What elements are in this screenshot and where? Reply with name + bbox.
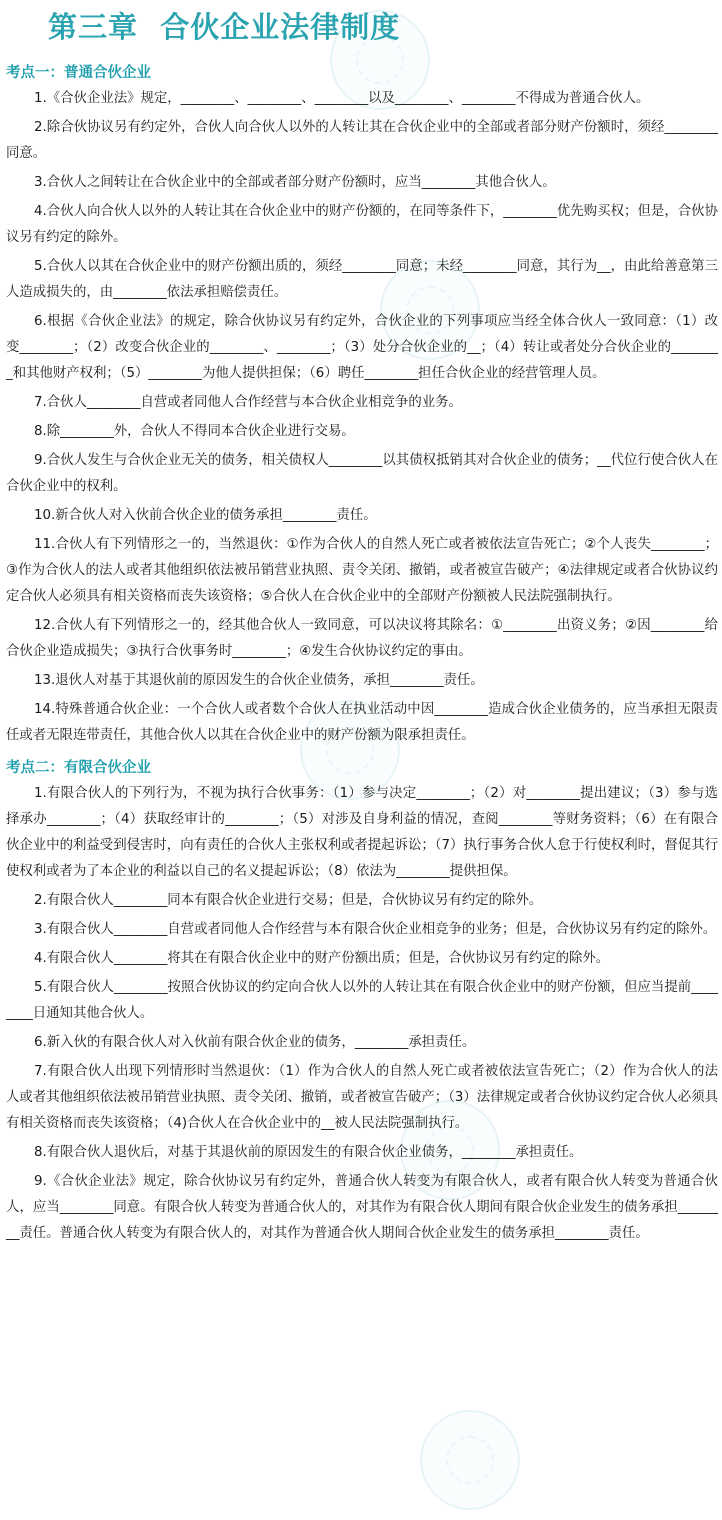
question-item: 5.有限合伙人________按照合伙协议的约定向合伙人以外的人转让其在有限合伙企业中的财产份额，但应当提前________日通知其他合伙人。 (6, 980, 718, 1021)
question-item: 2.有限合伙人________同本有限合伙企业进行交易；但是，合伙协议另有约定的除外。 (34, 893, 543, 908)
question-item: 10.新合伙人对入伙前合伙企业的债务承担________责任。 (34, 508, 377, 523)
question-item: 5.合伙人以其在合伙企业中的财产份额出质的，须经________同意；未经________同意，其行为__，由此给善意第三人造成损失的，由________依法承担赔偿责任。 (6, 259, 718, 300)
section-limited-partnership (0, 755, 722, 1247)
question-item: 9.合伙人发生与合伙企业无关的债务，相关债权人________以其债权抵销其对合伙企业的债务；__代位行使合伙人在合伙企业中的权利。 (6, 453, 718, 494)
question-item: 13.退伙人对基于其退伙前的原因发生的合伙企业债务，承担________责任。 (34, 673, 484, 688)
question-item: 4.有限合伙人________将其在有限合伙企业中的财产份额出质；但是，合伙协议另有约定的除外。 (34, 951, 610, 966)
question-item: 8.除________外，合伙人不得同本合伙企业进行交易。 (34, 424, 355, 439)
question-item: 7.合伙人________自营或者同他人合作经营与本合伙企业相竞争的业务。 (34, 395, 462, 410)
question-item: 2.除合伙协议另有约定外，合伙人向合伙人以外的人转让其在合伙企业中的全部或者部分财产份额时，须经________同意。 (6, 120, 718, 161)
chapter-title: 第三章 合伙企业法律制度 (48, 10, 401, 44)
question-item: 1.有限合伙人的下列行为，不视为执行合伙事务：（1）参与决定________；（2）对________提出建议；（3）参与选择承办________；（4）获取经审计的________；（5）对涉及自身利益的情况，查阅________等财务资料；（6）在有限合伙企业中的利益受到侵害时，向有责任的合伙人主张权利或者提起诉讼；（7）执行事务合伙人怠于行使权利时，督促其行使权利或者为了本企业的利益以自己的名义提起诉讼；（8）依法为________提供担保。 (6, 786, 718, 879)
question-item: 6.新入伙的有限合伙人对入伙前有限合伙企业的债务，________承担责任。 (34, 1035, 476, 1050)
question-item: 6.根据《合伙企业法》的规定，除合伙协议另有约定外，合伙企业的下列事项应当经全体合伙人一致同意：（1）改变________；（2）改变合伙企业的________、________；（3）处分合伙企业的__；（4）转让或者处分合伙企业的________和其他财产权利；（5）________为他人提供担保；（6）聘任________担任合伙企业的经营管理人员。 (6, 314, 718, 381)
question-item: 11.合伙人有下列情形之一的，当然退伙：①作为合伙人的自然人死亡或者被依法宣告死亡；②个人丧失________；③作为合伙人的法人或者其他组织依法被吊销营业执照、责令关闭、撤销，或者被宣告破产；④法律规定或者合伙协议约定合伙人必须具有相关资格而丧失该资格；⑤合伙人在合伙企业中的全部财产份额被人民法院强制执行。 (6, 537, 718, 604)
question-item: 1.《合伙企业法》规定，________、________、________以及________、________不得成为普通合伙人。 (34, 91, 650, 106)
section-heading: 考点一：普通合伙企业 (6, 65, 151, 81)
question-item: 7.有限合伙人出现下列情形时当然退伙：（1）作为合伙人的自然人死亡或者被依法宣告死亡；（2）作为合伙人的法人或者其他组织依法被吊销营业执照、责令关闭、撤销，或者被宣告破产；（3）法律规定或者合伙协议约定合伙人必须具有相关资格而丧失该资格；（4)合伙人在合伙企业中的__被人民法院强制执行。 (6, 1064, 718, 1131)
watermark-seal (420, 1410, 520, 1510)
section-general-partnership (0, 60, 722, 749)
question-item: 9.《合伙企业法》规定，除合伙协议另有约定外，普通合伙人转变为有限合伙人，或者有限合伙人转变为普通合伙人，应当________同意。有限合伙人转变为普通合伙人的，对其作为有限合伙人期间有限合伙企业发生的债务承担________责任。普通合伙人转变为有限合伙人的，对其作为普通合伙人期间合伙企业发生的债务承担________责任。 (6, 1174, 718, 1241)
question-item: 3.合伙人之间转让在合伙企业中的全部或者部分财产份额时，应当________其他合伙人。 (34, 175, 556, 190)
question-item: 14.特殊普通合伙企业：一个合伙人或者数个合伙人在执业活动中因________造成合伙企业债务的，应当承担无限责任或者无限连带责任，其他合伙人以其在合伙企业中的财产份额为限承担责任。 (6, 702, 718, 743)
question-item: 3.有限合伙人________自营或者同他人合作经营与本有限合伙企业相竞争的业务；但是，合伙协议另有约定的除外。 (34, 922, 717, 937)
question-item: 8.有限合伙人退伙后，对基于其退伙前的原因发生的有限合伙企业债务，________承担责任。 (34, 1145, 583, 1160)
question-item: 4.合伙人向合伙人以外的人转让其在合伙企业中的财产份额的，在同等条件下，________优先购买权；但是，合伙协议另有约定的除外。 (6, 204, 718, 245)
section-heading: 考点二：有限合伙企业 (6, 760, 151, 776)
question-item: 12.合伙人有下列情形之一的，经其他合伙人一致同意，可以决议将其除名：①________出资义务；②因________给合伙企业造成损失；③执行合伙事务时________；④发生合伙协议约定的事由。 (6, 618, 718, 659)
